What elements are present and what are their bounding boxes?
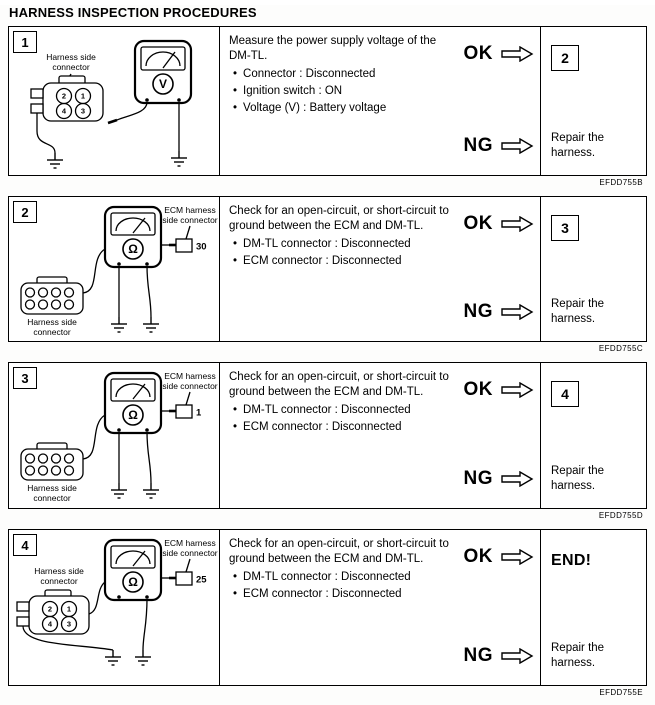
block-arrow-right-icon <box>500 549 534 565</box>
ng-label: NG <box>463 301 493 322</box>
meter-symbol: Ω <box>128 408 138 422</box>
result-area <box>540 27 646 175</box>
figure-code: EFDD755B <box>599 178 643 187</box>
ecm-connector-label: side connector <box>162 548 218 558</box>
bullet-item: • ECM connector : Disconnected <box>245 253 477 270</box>
bullet-list <box>229 66 477 116</box>
block-arrow-right-icon <box>500 648 534 664</box>
probe-wire <box>147 432 151 483</box>
ok-row <box>464 546 535 568</box>
bullet-item: • ECM connector : Disconnected <box>245 586 477 603</box>
description-text: Measure the power supply voltage of the DM-TL. <box>229 35 437 62</box>
pin-number: 4 <box>47 619 53 629</box>
ok-row <box>464 43 535 65</box>
ok-label: OK <box>463 546 493 567</box>
step-number-box <box>13 534 37 556</box>
ng-result-text: Repair the harness. <box>551 298 605 326</box>
ohmmeter-icon <box>105 373 161 433</box>
ecm-connector-label: ECM harness <box>164 371 216 381</box>
next-step-box <box>551 381 579 407</box>
block-arrow-right-icon <box>500 471 534 487</box>
ng-row <box>464 135 535 157</box>
ground-icon <box>111 483 127 498</box>
ground-icon <box>143 317 159 332</box>
harness-connector-label: connector <box>33 493 71 503</box>
harness-connector-icon <box>31 74 103 121</box>
bullet-item: • DM-TL connector : Disconnected <box>245 236 477 253</box>
ohmmeter-icon <box>105 207 161 267</box>
probe-wire <box>147 266 151 317</box>
figure-code: EFDD755E <box>599 688 643 697</box>
circuit-diagram <box>9 363 219 509</box>
harness-connector-icon <box>17 590 89 634</box>
ok-label: OK <box>463 379 493 400</box>
next-step-box <box>551 215 579 241</box>
description-text: Check for an open-circuit, or short-circuit to ground between the ECM and DM-TL. <box>229 205 449 232</box>
ng-row <box>464 301 535 323</box>
wire <box>89 582 105 614</box>
step-number-box <box>13 201 37 223</box>
pin-number: 3 <box>66 619 72 629</box>
page-title: HARNESS INSPECTION PROCEDURES <box>9 5 257 20</box>
label-leader <box>186 226 190 239</box>
harness-connector-label: connector <box>52 62 90 72</box>
result-area <box>540 530 646 685</box>
next-step-number: 3 <box>561 220 569 236</box>
meter-symbol: V <box>158 77 168 91</box>
next-step-number: 4 <box>561 386 569 402</box>
probe-wire <box>117 102 147 120</box>
ecm-pin-number: 25 <box>196 574 207 586</box>
probe-tip <box>108 120 117 123</box>
end-label: END! <box>551 552 592 569</box>
bullet-item: • Ignition switch : ON <box>245 83 477 100</box>
block-arrow-right-icon <box>500 216 534 232</box>
ground-icon <box>111 317 127 332</box>
diagram-area <box>9 27 219 175</box>
circuit-diagram <box>9 197 219 343</box>
pin-number: 1 <box>66 604 72 614</box>
result-area <box>540 197 646 341</box>
ng-result-text: Repair the harness. <box>551 642 605 670</box>
step-number: 3 <box>21 370 29 386</box>
bullet-item: • Voltage (V) : Battery voltage <box>245 100 477 117</box>
circuit-diagram <box>9 27 219 177</box>
harness-connector-label: Harness side <box>27 317 77 327</box>
next-step-box <box>551 45 579 71</box>
meter-symbol: Ω <box>128 575 138 589</box>
description-text: Check for an open-circuit, or short-circuit to ground between the ECM and DM-TL. <box>229 371 449 398</box>
label-leader <box>186 559 190 572</box>
bullet-item: • ECM connector : Disconnected <box>245 419 477 436</box>
ecm-connector-label: side connector <box>162 381 218 391</box>
ok-label: OK <box>463 213 493 234</box>
instruction-area <box>219 27 540 175</box>
instruction-area <box>219 197 540 341</box>
ground-icon <box>171 151 187 166</box>
ng-label: NG <box>463 468 493 489</box>
ohmmeter-icon <box>105 540 161 600</box>
bullet-list <box>229 569 477 602</box>
procedure-panel-2 <box>8 196 647 342</box>
bullet-item: • DM-TL connector : Disconnected <box>245 402 477 419</box>
instruction-area <box>219 363 540 508</box>
procedure-panel-3 <box>8 362 647 509</box>
ng-label: NG <box>463 645 493 666</box>
result-area <box>540 363 646 508</box>
harness-connector-label: Harness side <box>27 483 77 493</box>
diagram-area <box>9 530 219 685</box>
manual-page <box>0 5 655 705</box>
figure-code: EFDD755C <box>598 344 643 353</box>
harness-connector-icon <box>21 443 83 480</box>
block-arrow-right-icon <box>500 304 534 320</box>
next-step-number: 2 <box>561 50 569 66</box>
diagram-area <box>9 197 219 341</box>
step-number: 4 <box>21 537 29 553</box>
ok-label: OK <box>463 43 493 64</box>
pin-number: 1 <box>80 91 86 101</box>
ng-result-text: Repair the harness. <box>551 465 605 493</box>
ecm-connector-label: ECM harness <box>164 205 216 215</box>
step-number-box <box>13 31 37 53</box>
ground-icon <box>105 650 121 665</box>
pin-number: 2 <box>47 604 53 614</box>
step-number: 1 <box>21 34 29 50</box>
harness-connector-label: connector <box>33 327 71 337</box>
bullet-list <box>229 236 477 269</box>
ng-label: NG <box>463 135 493 156</box>
diagram-area <box>9 363 219 508</box>
ground-icon <box>135 650 151 665</box>
ecm-pin-box <box>176 572 192 585</box>
wire <box>83 415 105 459</box>
ecm-connector-label: side connector <box>162 215 218 225</box>
ok-row <box>464 213 535 235</box>
circuit-diagram <box>9 530 219 687</box>
voltmeter-icon <box>135 41 191 103</box>
ng-result-text: Repair the harness. <box>551 132 605 160</box>
ecm-pin-number: 1 <box>196 407 202 419</box>
label-leader <box>186 392 190 405</box>
ground-icon <box>47 153 63 168</box>
bullet-list <box>229 402 477 435</box>
procedure-panel-1 <box>8 26 647 176</box>
harness-connector-label: Harness side <box>46 52 96 62</box>
ecm-connector-label: ECM harness <box>164 538 216 548</box>
step-number: 2 <box>21 204 29 220</box>
meter-symbol: Ω <box>128 242 138 256</box>
bullet-item: • Connector : Disconnected <box>245 66 477 83</box>
ecm-pin-box <box>176 405 192 418</box>
ground-icon <box>143 483 159 498</box>
ecm-pin-box <box>176 239 192 252</box>
description-text: Check for an open-circuit, or short-circuit to ground between the ECM and DM-TL. <box>229 538 449 565</box>
block-arrow-right-icon <box>500 382 534 398</box>
ecm-pin-number: 30 <box>196 241 207 253</box>
ng-row <box>464 468 535 490</box>
figure-code: EFDD755D <box>598 511 643 520</box>
pin-number: 3 <box>80 106 86 116</box>
pin-number: 2 <box>61 91 67 101</box>
bullet-item: • DM-TL connector : Disconnected <box>245 569 477 586</box>
block-arrow-right-icon <box>500 46 534 62</box>
instruction-area <box>219 530 540 685</box>
wire <box>83 249 105 293</box>
procedure-panel-4 <box>8 529 647 686</box>
step-number-box <box>13 367 37 389</box>
ok-row <box>464 379 535 401</box>
harness-connector-label: Harness side <box>34 566 84 576</box>
harness-connector-label: connector <box>40 576 78 586</box>
block-arrow-right-icon <box>500 138 534 154</box>
probe-wire <box>143 599 147 650</box>
ng-row <box>464 645 535 667</box>
harness-connector-icon <box>21 277 83 314</box>
pin-number: 4 <box>61 106 67 116</box>
